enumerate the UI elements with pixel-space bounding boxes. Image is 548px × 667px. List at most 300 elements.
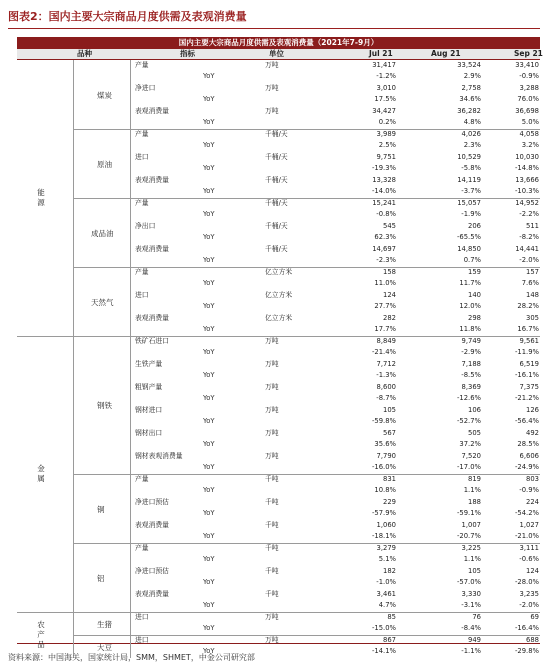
value-cell: 36,282	[457, 107, 481, 115]
value-cell: 105	[383, 406, 396, 414]
indicator-name: 粗钢产量	[135, 383, 163, 391]
yoy-label: YoY	[203, 187, 215, 195]
unit-cell: 亿立方米	[265, 291, 293, 299]
yoy-row	[17, 163, 540, 174]
value-cell: 157	[526, 268, 539, 276]
value-cell: 282	[383, 314, 396, 322]
value-cell: 14,952	[515, 199, 539, 207]
value-cell: 36,698	[515, 107, 539, 115]
yoy-cell: 1.1%	[463, 555, 481, 563]
indicator-name: 生铁产量	[135, 360, 163, 368]
yoy-label: YoY	[203, 394, 215, 402]
yoy-row	[17, 209, 540, 220]
yoy-cell: -14.0%	[371, 187, 396, 195]
yoy-cell: 17.7%	[374, 325, 396, 333]
yoy-cell: -59.8%	[371, 417, 396, 425]
value-cell: 148	[526, 291, 539, 299]
unit-cell: 千吨	[265, 590, 279, 598]
yoy-row	[17, 554, 540, 565]
commodity-label: 原油	[97, 159, 112, 169]
value-cell: 34,427	[372, 107, 396, 115]
yoy-row	[17, 462, 540, 473]
yoy-label: YoY	[203, 95, 215, 103]
indicator-name: 产量	[135, 475, 149, 483]
yoy-cell: 5.1%	[378, 555, 396, 563]
value-cell: 8,369	[461, 383, 481, 391]
group-label: 农 产 品	[37, 620, 45, 649]
yoy-cell: 27.7%	[374, 302, 396, 310]
unit-cell: 千吨	[265, 521, 279, 529]
unit-cell: 万吨	[265, 636, 279, 644]
yoy-row	[17, 94, 540, 105]
yoy-label: YoY	[203, 141, 215, 149]
value-cell: 3,989	[376, 130, 396, 138]
yoy-row	[17, 140, 540, 151]
yoy-label: YoY	[203, 371, 215, 379]
yoy-cell: -14.8%	[514, 164, 539, 172]
indicator-name: 净出口	[135, 222, 156, 230]
value-cell: 31,417	[372, 61, 396, 69]
unit-cell: 千桶/天	[265, 130, 288, 138]
yoy-row	[17, 370, 540, 381]
table-row	[17, 520, 540, 531]
yoy-cell: -1.9%	[461, 210, 481, 218]
indicator-name: 表观消费量	[135, 314, 169, 322]
value-cell: 15,057	[457, 199, 481, 207]
value-cell: 803	[526, 475, 539, 483]
commodity-label: 钢铁	[97, 401, 112, 410]
value-cell: 8,849	[376, 337, 396, 345]
indicator-name: 产量	[135, 544, 149, 552]
table-row	[17, 543, 540, 554]
unit-cell: 万吨	[265, 84, 279, 92]
yoy-cell: 4.8%	[463, 118, 481, 126]
yoy-row	[17, 416, 540, 427]
unit-cell: 千桶/天	[265, 176, 288, 184]
value-cell: 124	[526, 567, 539, 575]
value-cell: 85	[387, 613, 396, 621]
yoy-label: YoY	[203, 532, 215, 540]
yoy-cell: -57.0%	[456, 578, 481, 586]
yoy-cell: -0.8%	[376, 210, 396, 218]
value-cell: 298	[468, 314, 481, 322]
yoy-cell: 2.3%	[463, 141, 481, 149]
yoy-cell: -16.0%	[371, 463, 396, 471]
table-row	[17, 405, 540, 416]
table-row	[17, 244, 540, 255]
yoy-cell: 11.7%	[459, 279, 481, 287]
value-cell: 14,850	[457, 245, 481, 253]
commodity-label: 天然气	[91, 297, 114, 307]
yoy-label: YoY	[203, 233, 215, 241]
yoy-cell: -18.1%	[371, 532, 396, 540]
yoy-label: YoY	[203, 624, 215, 632]
yoy-cell: -16.1%	[514, 371, 539, 379]
yoy-cell: 0.2%	[378, 118, 396, 126]
yoy-row	[17, 623, 540, 634]
unit-cell: 亿立方米	[265, 314, 293, 322]
yoy-cell: -8.4%	[461, 624, 481, 632]
yoy-cell: -29.8%	[514, 647, 539, 655]
column-divider	[130, 60, 131, 658]
yoy-cell: -28.0%	[514, 578, 539, 586]
value-cell: 229	[383, 498, 396, 506]
yoy-label: YoY	[203, 118, 215, 126]
value-cell: 76	[472, 613, 481, 621]
value-cell: 3,461	[376, 590, 396, 598]
unit-cell: 万吨	[265, 613, 279, 621]
header-unit: 单位	[269, 49, 284, 58]
value-cell: 9,561	[519, 337, 539, 345]
indicator-name: 净进口预估	[135, 567, 169, 575]
yoy-cell: 0.7%	[463, 256, 481, 264]
indicator-name: 表观消费量	[135, 245, 169, 253]
value-cell: 3,288	[519, 84, 539, 92]
group-label: 金 属	[37, 464, 45, 483]
yoy-cell: -57.9%	[371, 509, 396, 517]
yoy-cell: -12.6%	[456, 394, 481, 402]
yoy-label: YoY	[203, 601, 215, 609]
table-row	[17, 566, 540, 577]
yoy-cell: -2.0%	[519, 256, 539, 264]
value-cell: 7,520	[461, 452, 481, 460]
table-row	[17, 382, 540, 393]
header-aug: Aug 21	[431, 49, 461, 58]
yoy-row	[17, 485, 540, 496]
table-row	[17, 359, 540, 370]
table-row	[17, 589, 540, 600]
value-cell: 10,529	[457, 153, 481, 161]
value-cell: 126	[526, 406, 539, 414]
indicator-name: 产量	[135, 268, 149, 276]
table-row	[17, 451, 540, 462]
value-cell: 14,697	[372, 245, 396, 253]
yoy-cell: -11.9%	[514, 348, 539, 356]
yoy-cell: -56.4%	[514, 417, 539, 425]
yoy-label: YoY	[203, 486, 215, 494]
value-cell: 224	[526, 498, 539, 506]
commodity-label: 煤炭	[97, 90, 112, 100]
yoy-cell: 5.0%	[521, 118, 539, 126]
value-cell: 106	[468, 406, 481, 414]
table-row	[17, 313, 540, 324]
value-cell: 305	[526, 314, 539, 322]
yoy-cell: -65.5%	[456, 233, 481, 241]
yoy-row	[17, 577, 540, 588]
yoy-cell: -14.1%	[371, 647, 396, 655]
yoy-cell: -2.9%	[461, 348, 481, 356]
yoy-cell: -3.1%	[461, 601, 481, 609]
yoy-cell: 11.0%	[374, 279, 396, 287]
yoy-row	[17, 531, 540, 542]
value-cell: 3,010	[376, 84, 396, 92]
unit-cell: 万吨	[265, 452, 279, 460]
unit-cell: 万吨	[265, 383, 279, 391]
commodity-label: 铜	[97, 504, 105, 514]
value-cell: 3,111	[519, 544, 539, 552]
indicator-name: 进口	[135, 153, 149, 161]
yoy-cell: -15.0%	[371, 624, 396, 632]
yoy-label: YoY	[203, 509, 215, 517]
value-cell: 688	[526, 636, 539, 644]
table-row	[17, 152, 540, 163]
yoy-label: YoY	[203, 279, 215, 287]
yoy-row	[17, 117, 540, 128]
value-cell: 511	[526, 222, 539, 230]
yoy-cell: -8.7%	[376, 394, 396, 402]
value-cell: 567	[383, 429, 396, 437]
yoy-cell: -16.4%	[514, 624, 539, 632]
group-label: 能 源	[37, 188, 45, 207]
yoy-cell: 37.2%	[459, 440, 481, 448]
indicator-name: 产量	[135, 61, 149, 69]
unit-cell: 千吨	[265, 567, 279, 575]
yoy-cell: 2.5%	[378, 141, 396, 149]
value-cell: 33,524	[457, 61, 481, 69]
yoy-label: YoY	[203, 164, 215, 172]
unit-cell: 千桶/天	[265, 222, 288, 230]
yoy-cell: 34.6%	[459, 95, 481, 103]
value-cell: 140	[468, 291, 481, 299]
value-cell: 105	[468, 567, 481, 575]
indicator-name: 钢材表观消费量	[135, 452, 183, 460]
yoy-cell: 11.8%	[459, 325, 481, 333]
yoy-cell: 12.0%	[459, 302, 481, 310]
table-row	[17, 83, 540, 94]
yoy-cell: -1.2%	[376, 72, 396, 80]
unit-cell: 万吨	[265, 61, 279, 69]
indicator-name: 钢材出口	[135, 429, 163, 437]
yoy-label: YoY	[203, 302, 215, 310]
value-cell: 7,375	[519, 383, 539, 391]
table-row	[17, 267, 540, 278]
unit-cell: 千桶/天	[265, 153, 288, 161]
yoy-cell: -8.2%	[519, 233, 539, 241]
indicator-name: 表观消费量	[135, 521, 169, 529]
yoy-label: YoY	[203, 417, 215, 425]
yoy-cell: 3.2%	[521, 141, 539, 149]
value-cell: 3,235	[519, 590, 539, 598]
unit-cell: 千吨	[265, 544, 279, 552]
yoy-label: YoY	[203, 348, 215, 356]
value-cell: 3,330	[461, 590, 481, 598]
unit-cell: 千吨	[265, 498, 279, 506]
indicator-name: 铁矿石进口	[135, 337, 169, 345]
value-cell: 15,241	[372, 199, 396, 207]
yoy-row	[17, 278, 540, 289]
value-cell: 69	[530, 613, 539, 621]
value-cell: 13,328	[372, 176, 396, 184]
indicator-name: 钢材进口	[135, 406, 163, 414]
header-category: 品种	[77, 49, 92, 58]
value-cell: 13,666	[515, 176, 539, 184]
yoy-cell: 35.6%	[374, 440, 396, 448]
yoy-row	[17, 439, 540, 450]
unit-cell: 亿立方米	[265, 268, 293, 276]
unit-cell: 千吨	[265, 475, 279, 483]
value-cell: 4,026	[461, 130, 481, 138]
value-cell: 6,519	[519, 360, 539, 368]
unit-cell: 万吨	[265, 406, 279, 414]
table-row	[17, 612, 540, 623]
indicator-name: 净进口	[135, 84, 156, 92]
yoy-cell: -21.4%	[371, 348, 396, 356]
value-cell: 505	[468, 429, 481, 437]
yoy-cell: -24.9%	[514, 463, 539, 471]
yoy-label: YoY	[203, 463, 215, 471]
indicator-name: 进口	[135, 613, 149, 621]
indicator-name: 进口	[135, 291, 149, 299]
value-cell: 1,007	[461, 521, 481, 529]
table-row	[17, 60, 540, 71]
value-cell: 188	[468, 498, 481, 506]
value-cell: 949	[468, 636, 481, 644]
yoy-label: YoY	[203, 647, 215, 655]
commodity-label: 大豆	[97, 642, 112, 652]
unit-cell: 万吨	[265, 337, 279, 345]
value-cell: 14,119	[457, 176, 481, 184]
yoy-row	[17, 600, 540, 611]
column-divider	[73, 60, 74, 658]
unit-cell: 万吨	[265, 360, 279, 368]
table-row	[17, 336, 540, 347]
indicator-name: 表观消费量	[135, 590, 169, 598]
yoy-cell: -17.0%	[456, 463, 481, 471]
yoy-cell: -0.9%	[519, 486, 539, 494]
value-cell: 6,606	[519, 452, 539, 460]
table-row	[17, 198, 540, 209]
value-cell: 492	[526, 429, 539, 437]
indicator-name: 表观消费量	[135, 107, 169, 115]
yoy-cell: -10.3%	[514, 187, 539, 195]
yoy-label: YoY	[203, 578, 215, 586]
commodity-label: 铝	[97, 573, 105, 583]
value-cell: 7,790	[376, 452, 396, 460]
table-row	[17, 106, 540, 117]
table-row	[17, 497, 540, 508]
yoy-label: YoY	[203, 325, 215, 333]
yoy-cell: -59.1%	[456, 509, 481, 517]
yoy-row	[17, 324, 540, 335]
value-cell: 1,060	[376, 521, 396, 529]
yoy-cell: -3.7%	[461, 187, 481, 195]
commodity-label: 生猪	[97, 619, 112, 629]
indicator-name: 产量	[135, 199, 149, 207]
yoy-cell: 28.5%	[517, 440, 539, 448]
yoy-cell: 76.0%	[517, 95, 539, 103]
yoy-cell: 10.8%	[374, 486, 396, 494]
yoy-cell: 28.2%	[517, 302, 539, 310]
yoy-cell: 7.6%	[521, 279, 539, 287]
table-row	[17, 474, 540, 485]
unit-cell: 千桶/天	[265, 199, 288, 207]
yoy-cell: 62.3%	[374, 233, 396, 241]
yoy-cell: 17.5%	[374, 95, 396, 103]
yoy-cell: 4.7%	[378, 601, 396, 609]
yoy-cell: 2.9%	[463, 72, 481, 80]
yoy-cell: -1.1%	[461, 647, 481, 655]
indicator-name: 表观消费量	[135, 176, 169, 184]
yoy-label: YoY	[203, 72, 215, 80]
yoy-cell: -19.3%	[371, 164, 396, 172]
value-cell: 124	[383, 291, 396, 299]
commodity-table	[17, 37, 543, 655]
yoy-cell: -0.9%	[519, 72, 539, 80]
value-cell: 14,441	[515, 245, 539, 253]
table-row	[17, 175, 540, 186]
yoy-label: YoY	[203, 440, 215, 448]
yoy-cell: -8.5%	[461, 371, 481, 379]
yoy-cell: -54.2%	[514, 509, 539, 517]
value-cell: 7,188	[461, 360, 481, 368]
table-body	[17, 60, 540, 655]
value-cell: 10,030	[515, 153, 539, 161]
yoy-cell: 16.7%	[517, 325, 539, 333]
yoy-cell: -20.7%	[456, 532, 481, 540]
value-cell: 9,749	[461, 337, 481, 345]
header-sep: Sep 21	[514, 49, 543, 58]
value-cell: 182	[383, 567, 396, 575]
value-cell: 7,712	[376, 360, 396, 368]
yoy-label: YoY	[203, 256, 215, 264]
yoy-row	[17, 508, 540, 519]
value-cell: 867	[383, 636, 396, 644]
yoy-label: YoY	[203, 555, 215, 563]
table-row	[17, 129, 540, 140]
unit-cell: 万吨	[265, 107, 279, 115]
yoy-cell: -2.3%	[376, 256, 396, 264]
table-title: 国内主要大宗商品月度供需及表观消费量（2021年7-9月）	[17, 37, 540, 49]
indicator-name: 净进口预估	[135, 498, 169, 506]
header-indicator: 指标	[180, 49, 195, 58]
value-cell: 3,279	[376, 544, 396, 552]
value-cell: 3,225	[461, 544, 481, 552]
value-cell: 831	[383, 475, 396, 483]
source-note: 资料来源：中国海关，国家统计局，SMM，SHMET，中金公司研究部	[8, 653, 255, 662]
value-cell: 206	[468, 222, 481, 230]
value-cell: 1,027	[519, 521, 539, 529]
figure-title: 图表2：国内主要大宗商品月度供需及表观消费量	[8, 10, 247, 23]
value-cell: 819	[468, 475, 481, 483]
value-cell: 159	[468, 268, 481, 276]
unit-cell: 万吨	[265, 429, 279, 437]
yoy-cell: -2.2%	[519, 210, 539, 218]
commodity-label: 成品油	[91, 228, 114, 238]
yoy-row	[17, 71, 540, 82]
table-row	[17, 635, 540, 646]
indicator-name: 进口	[135, 636, 149, 644]
header-jul: Jul 21	[369, 49, 393, 58]
yoy-cell: -1.3%	[376, 371, 396, 379]
yoy-cell: -2.0%	[519, 601, 539, 609]
yoy-row	[17, 347, 540, 358]
title-divider	[8, 28, 540, 29]
yoy-cell: 1.1%	[463, 486, 481, 494]
table-row	[17, 428, 540, 439]
yoy-cell: -0.6%	[519, 555, 539, 563]
yoy-cell: -21.2%	[514, 394, 539, 402]
value-cell: 545	[383, 222, 396, 230]
value-cell: 9,751	[376, 153, 396, 161]
yoy-cell: -5.8%	[461, 164, 481, 172]
value-cell: 8,600	[376, 383, 396, 391]
yoy-cell: -52.7%	[456, 417, 481, 425]
unit-cell: 千桶/天	[265, 245, 288, 253]
value-cell: 2,758	[461, 84, 481, 92]
yoy-row	[17, 255, 540, 266]
yoy-label: YoY	[203, 210, 215, 218]
yoy-row	[17, 186, 540, 197]
